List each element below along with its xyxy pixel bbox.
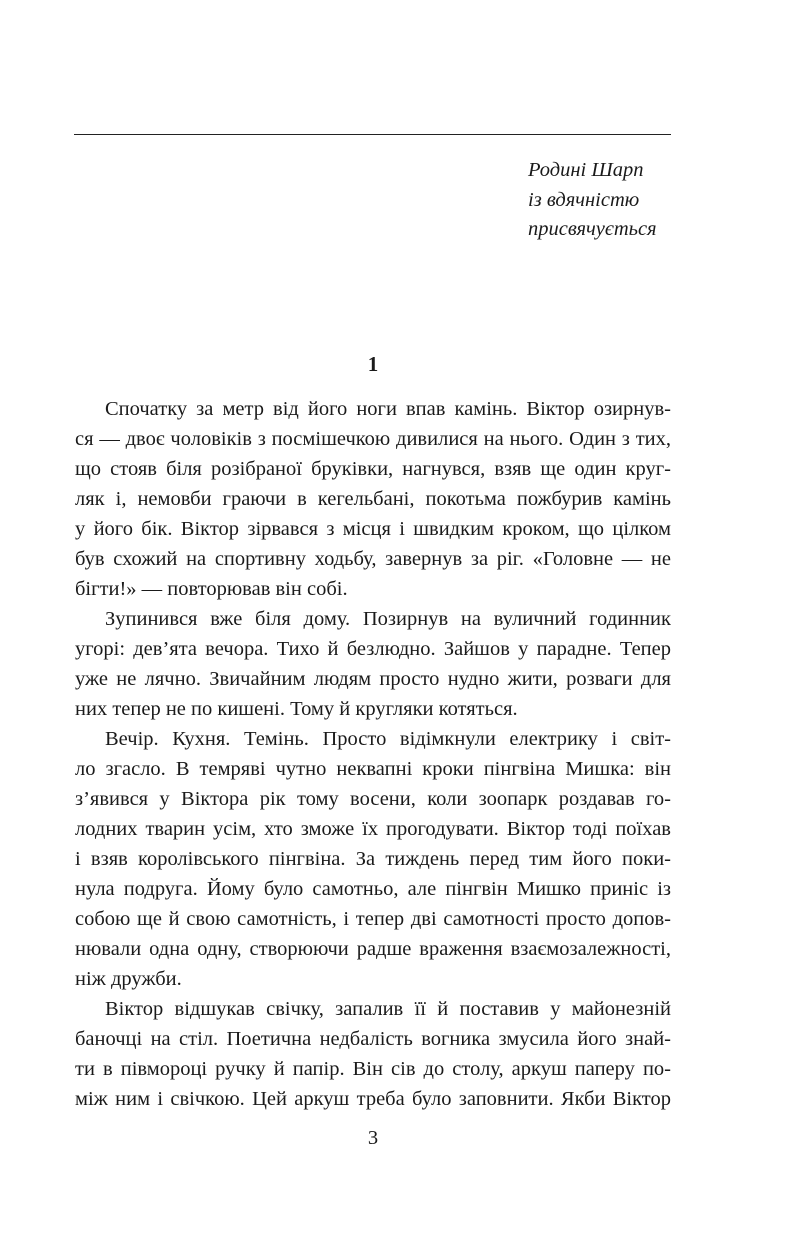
text-line: з’явився у Віктора рік тому восени, коли зоопарк роздавав го- (75, 788, 671, 810)
text-line: нювали одна одну, створюючи радше враження взаємозалежності, (75, 938, 671, 960)
text-line: баночці на стіл. Поетична недбалість вогника змусила його знай- (75, 1028, 671, 1050)
paragraph (75, 604, 671, 724)
text-line: і взяв королівського пінгвіна. За тиждень перед тим його поки- (75, 848, 671, 870)
text-line: Зупинився вже біля дому. Позирнув на вуличний годинник (105, 608, 671, 630)
text-line: ніж дружби. (75, 968, 182, 990)
dedication (528, 156, 657, 245)
paragraph (75, 394, 671, 604)
header-rule (74, 134, 671, 135)
dedication-line: із вдячністю (528, 188, 640, 211)
text-line: ло згасло. В темряві чутно неквапні кроки пінгвіна Мишка: він (75, 758, 671, 780)
dedication-line: Родині Шарп (528, 159, 644, 181)
text-line: Вечір. Кухня. Темінь. Просто відімкнули електрику і світ- (105, 728, 671, 750)
text-line: Віктор відшукав свічку, запалив її й поставив у майонезній (105, 998, 671, 1020)
chapter-body (75, 394, 671, 1114)
text-line: ся — двоє чоловіків з посмішечкою дивилися на нього. Один з тих, (75, 428, 671, 450)
text-line: них тепер не по кишені. Тому й кругляки котяться. (75, 698, 518, 720)
text-line: ляк і, немовби граючи в кегельбані, покотьма пожбурив камінь (75, 488, 671, 510)
text-line: Спочатку за метр від його ноги впав камінь. Віктор озирнув- (105, 398, 671, 420)
text-line: угорі: дев’ята вечора. Тихо й безлюдно. Зайшов у парадне. Тепер (75, 638, 671, 660)
text-line: був схожий на спортивну ходьбу, завернув за ріг. «Головне — не (75, 548, 671, 570)
text-line: у його бік. Віктор зірвався з місця і швидким кроком, що цілком (75, 518, 671, 540)
text-line: ти в півмороці ручку й папір. Він сів до столу, аркуш паперу по- (75, 1058, 671, 1080)
text-line: собою ще й свою самотність, і тепер дві самотності просто допов- (75, 908, 671, 930)
text-line: бігти!» — повторював він собі. (75, 578, 348, 600)
text-line: нула подруга. Йому було самотньо, але пінгвін Мишко приніс із (75, 878, 671, 900)
dedication-line: присвячується (528, 218, 657, 240)
text-line: що стояв біля розібраної бруківки, нагнувся, взяв ще один круг- (75, 458, 671, 480)
chapter-number: 1 (367, 352, 379, 376)
text-line: між ним і свічкою. Цей аркуш треба було заповнити. Якби Віктор (75, 1088, 671, 1110)
text-line: лодних тварин усім, хто зможе їх прогодувати. Віктор тоді поїхав (75, 818, 671, 840)
text-line: уже не лячно. Звичайним людям просто нудно жити, розваги для (75, 668, 671, 690)
page-number: 3 (367, 1127, 379, 1149)
paragraph (75, 994, 671, 1114)
paragraph (75, 724, 671, 994)
